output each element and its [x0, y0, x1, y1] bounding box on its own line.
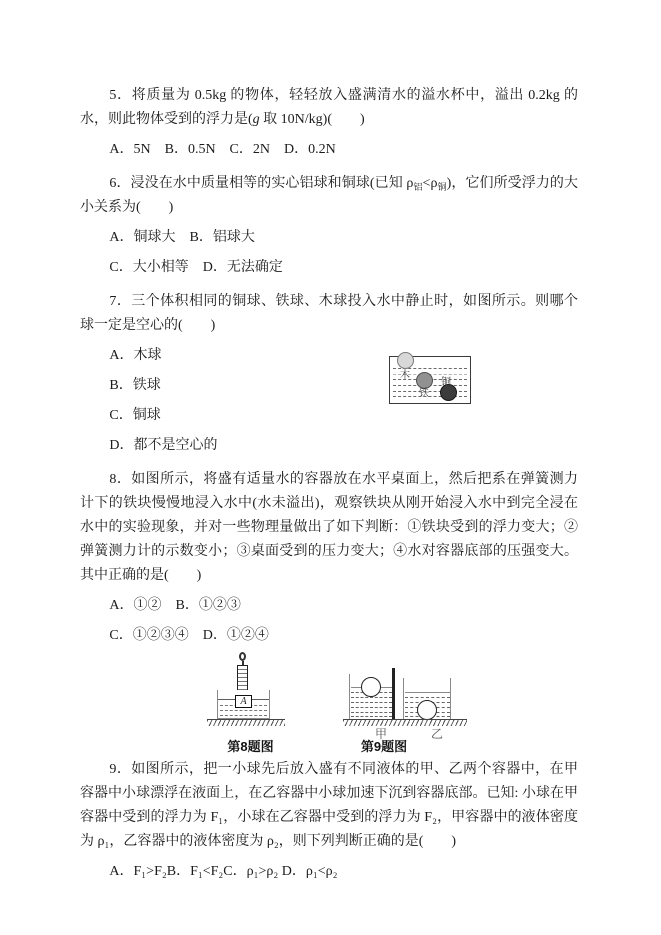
- liquid-line: [351, 707, 392, 708]
- question-7-option-a: A．木球: [109, 348, 162, 363]
- q6-stem-tail: )，它们所受浮力的大小关系为( ): [80, 176, 578, 215]
- figure-q8-spring-scale: [203, 652, 298, 752]
- question-8-stem: 8．如图所示，将盛有适量水的容器放在水平桌面上，然后把系在弹簧测力计下的铁块慢慢地浸入水中(水未溢出)，观察铁块从刚开始浸入水中到完全浸在水中的实验现象，并对一些物理量做出了如下判断：①铁块受到的浮力变大；②弹簧测力计的示数变小；③桌面受到的压力变大；④水对容器底部的压强变大。其中正确的是( ): [80, 472, 578, 583]
- question-5-options: A．5N B．0.5N C．2N D．0.2N: [109, 142, 336, 157]
- question-7-option-c: C．铜球: [109, 408, 161, 423]
- water-container: [217, 690, 270, 719]
- q5-stem-text: 5．将质量为 0.5kg 的物体，轻轻放入盛满清水的溢水杯中，溢出 0.2kg 的水，则此物体受到的浮力是(: [80, 88, 578, 127]
- liquid-line: [351, 702, 392, 703]
- ground-hatch: [343, 719, 467, 726]
- container-jia-right-wall: [392, 668, 395, 719]
- spring-scale: [237, 665, 248, 693]
- liquid-surface-yi: [405, 692, 450, 693]
- wood-ball: [397, 352, 414, 369]
- q6-stem-text: 6．浸没在水中质量相等的实心铝球和铜球(已知 ρ: [109, 176, 414, 191]
- iron-ball-label: 铁: [419, 388, 429, 399]
- question-9-options: A．F₁>F₂B．F₁<F₂C．ρ₁>ρ₂ D．ρ₁<ρ₂: [109, 864, 338, 879]
- question-6-options-ab: A．铜球大 B．铝球大: [109, 230, 255, 245]
- figure-9-caption: 第9题图: [360, 739, 408, 754]
- question-9-stem: 9．如图所示，把一小球先后放入盛有不同液体的甲、乙两个容器中，在甲容器中小球漂浮在液面上，在乙容器中小球加速下沉到容器底部。已知: 小球在甲容器中受到的浮力为 F₁，小球在乙容器中受到的浮力为 F₂，甲容器中的液体密度为 ρ₁，乙容器中的液体密度为 ρ₂，则下列判断正确的是( ): [80, 762, 578, 849]
- iron-block: [235, 695, 252, 708]
- question-6-stem: [80, 172, 578, 220]
- q6-stem-mid: <ρ: [422, 176, 438, 191]
- question-6-options-cd: C．大小相等 D．无法确定: [109, 260, 283, 275]
- wood-ball-label: 木: [400, 370, 410, 381]
- figures-row: [80, 652, 578, 752]
- figure-8-caption: 第8题图: [227, 739, 274, 754]
- question-5-stem: [80, 84, 578, 132]
- question-list: [80, 84, 578, 890]
- q5-stem-tail: 取 10N/kg)( ): [259, 112, 365, 127]
- water-line: [220, 710, 267, 711]
- hand-hook-icon: [239, 652, 246, 661]
- q6-rho-al-subscript: 铝: [413, 182, 423, 192]
- copper-ball-label: 铜: [441, 377, 451, 388]
- question-7-option-b: B．铁球: [109, 378, 161, 393]
- question-8-options-cd: C．①②③④ D．①②④: [109, 628, 269, 643]
- question-8-options-ab: A．①② B．①②③: [109, 598, 241, 613]
- table-surface-hatch: [207, 719, 285, 726]
- question-7-stem: 7．三个体积相同的铜球、铁球、木球投入水中静止时，如图所示。则哪个球一定是空心的( ): [80, 294, 578, 333]
- figure-q7-balls-in-water: [389, 356, 471, 404]
- container-jia-label: 甲: [375, 727, 388, 741]
- liquid-line: [351, 697, 392, 698]
- liquid-line: [351, 712, 392, 713]
- q6-rho-cu-subscript: 铜: [437, 182, 447, 192]
- water-tank: [389, 356, 471, 404]
- q5-g-symbol: g: [252, 112, 260, 127]
- sunken-ball: [417, 700, 437, 720]
- question-7-option-d: D．都不是空心的: [109, 438, 218, 453]
- floating-ball: [361, 677, 381, 697]
- liquid-line: [405, 697, 450, 698]
- container-yi-label: 乙: [431, 727, 444, 741]
- water-line: [220, 715, 267, 716]
- liquid-line: [351, 716, 392, 717]
- figure-q9-two-containers: [343, 652, 467, 752]
- iron-block-label: A: [240, 695, 247, 707]
- iron-ball: [416, 372, 433, 389]
